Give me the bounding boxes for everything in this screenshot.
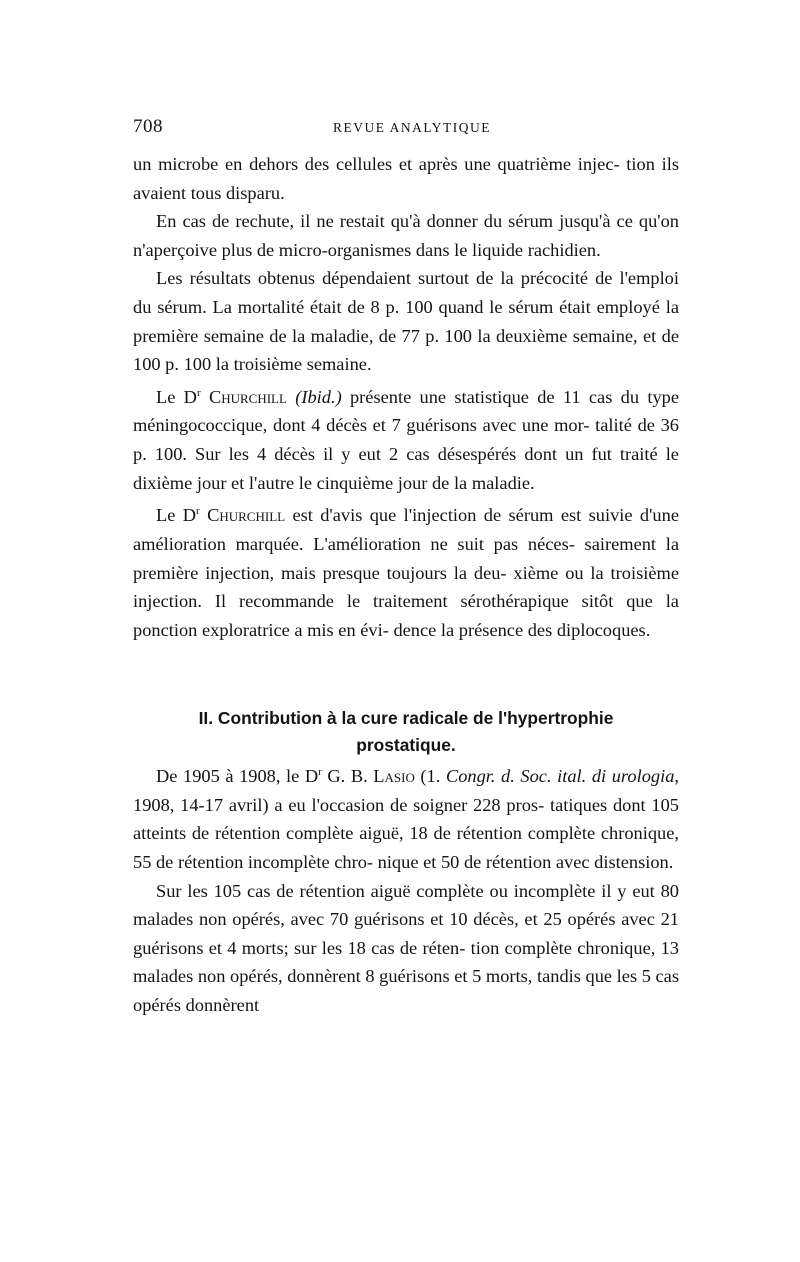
text-line: De 1905 à 1908, le D [156,766,319,787]
text-line: En cas de rechute, il ne restait qu'à donner du sérum jusqu'à [156,211,611,232]
citation-journal: urologia [611,766,675,787]
author-name: Churchill [208,386,287,407]
text-line: sairement la première injection, mais presque toujours la deu- [133,533,679,583]
doctor-superscript: r [196,386,201,399]
paragraph-rechute [133,207,679,264]
section-heading-line: prostatique. [356,735,456,755]
text-line: nique et 50 de rétention avec distension. [377,851,674,872]
text-line: Les résultats obtenus dépendaient surtout de la précocité de [156,268,613,289]
text-line: rachidien. [527,239,601,260]
page-header [133,116,679,142]
section-heading [133,705,679,759]
text-line: talité de 36 p. 100. Sur les 4 décès il y eut 2 cas désespérés dont [133,415,679,465]
paragraph-churchill-opinion [133,497,679,644]
author-name: Churchill [207,505,286,526]
paragraph-results-lasio [133,877,679,1020]
text-line: présente une statistique de 11 cas du [341,386,640,407]
doctor-superscript: r [196,505,200,518]
paragraph-continuation [133,150,679,207]
text-line: sérum était employé la première semaine de la maladie, de [133,296,679,346]
doctor-prefix: Le D [156,505,197,526]
text-line: Sur les 105 cas de rétention aiguë complète ou incomplète il y [156,880,627,901]
page-number: 708 [133,116,163,137]
text-line: dence la présence des diplocoques. [393,619,651,640]
running-head: REVUE ANALYTIQUE [333,120,492,135]
text-line: tatiques dont 105 atteints de rétention complète aiguë, 18 de [133,794,679,844]
paragraph-lasio [133,758,679,877]
doctor-prefix: Le D [156,386,197,407]
section-heading-line: II. Contribution à la cure radicale de l'hypertrophie [198,708,614,728]
citation: (Ibid.) [295,386,342,407]
text-line: un fut traité le dixième jour et l'autre le cinquième jour de la [133,444,679,493]
section-body [133,758,679,1019]
text-line: d'une amélioration marquée. L'amélioration ne suit pas néces- [133,505,679,554]
author-name: G. B. Lasio [327,766,415,787]
text-line: l'emploi du sérum. La mortalité était de 8 p. 100 quand le [133,268,679,317]
text-line: , 1908, 14-17 avril) a eu l'occasion de soigner 228 pros- [133,766,679,815]
paragraph-churchill-statistics [133,379,679,498]
text-line: maladie. [471,472,535,493]
text-line: est d'avis que l'injection de sérum est suivie [285,505,633,526]
text-line: tion complète chronique, 13 malades non opérés, donnèrent [133,937,679,987]
text-line: type méningococcique, dont 4 décès et 7 guérisons avec une mor- [133,386,679,436]
text-line: sérothérapique sitôt que la ponction exploratrice a mis en évi- [133,591,679,640]
body-text [133,150,679,644]
text-line: 77 p. 100 la deuxième semaine, et de 100 p. 100 la troisième [133,325,679,375]
text-line: ce qu'on n'aperçoive plus de micro-organismes dans le liquide [133,211,679,260]
text-line: 8 guérisons et 5 morts, tandis que les 5 cas opérés donnèrent [133,966,679,1015]
doctor-superscript: r [318,766,322,778]
text-line: tion ils avaient tous disparu. [133,154,679,203]
text-line: rétention complète chronique, 55 de rétention incomplète chro- [133,823,679,872]
text-line: xième ou la troisième injection. Il recommande le traitement [133,562,679,612]
text-line: semaine. [306,354,372,375]
text-line: eut 80 malades non opérés, avec 70 guérisons et 10 décès, et [133,880,679,930]
text-line: un microbe en dehors des cellules et après une quatrième injec- [133,154,620,174]
citation-open: (1. [414,766,446,787]
citation-journal: Congr. d. Soc. ital. di [445,766,607,787]
paragraph-resultats [133,264,679,378]
text-line: 25 opérés avec 21 guérisons et 4 morts; sur les 18 cas de réten- [133,909,679,958]
